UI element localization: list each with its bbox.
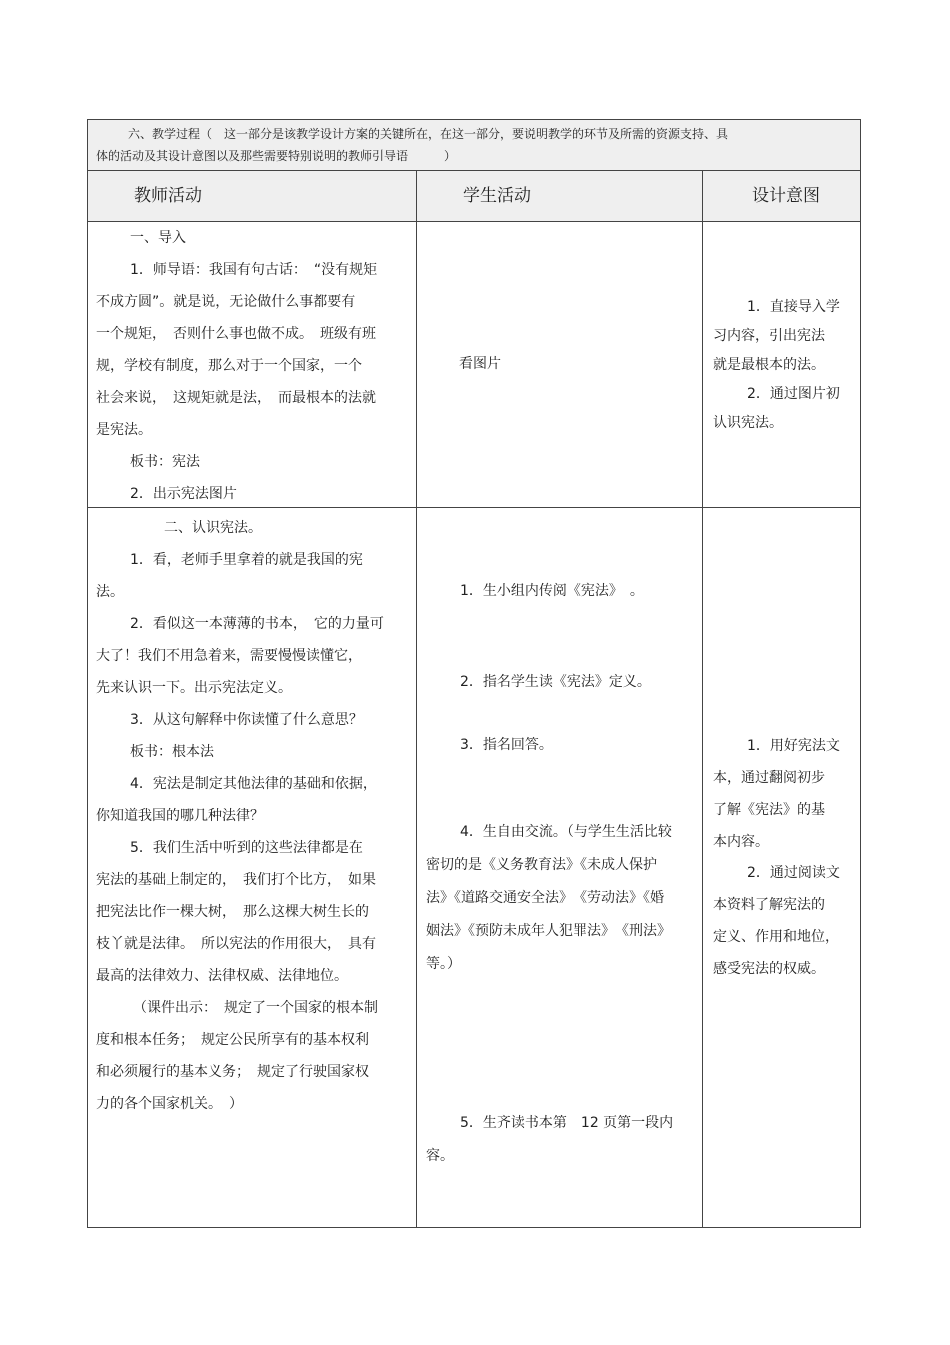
text-line: 1．直接导入学	[747, 299, 840, 315]
text-line: 力的各个国家机关。 ）	[96, 1096, 243, 1112]
text-line: （课件出示： 规定了一个国家的根本制	[126, 1000, 378, 1016]
text-line: 2．出示宪法图片	[116, 486, 237, 502]
text-line: 法。	[96, 584, 124, 600]
text-line: 一、导入	[116, 230, 186, 246]
text-line: 本资料了解宪法的	[713, 897, 825, 913]
text-line: 1．师导语：我国有句古话： “没有规矩	[116, 262, 378, 278]
text-line: 宪法的基础上制定的， 我们打个比方， 如果	[96, 872, 376, 888]
text-line: 1．用好宪法文	[747, 738, 840, 754]
text-line: 3．从这句解释中你读懂了什么意思？	[116, 712, 363, 728]
text-line: 4．宪法是制定其他法律的基础和依据，	[116, 776, 377, 792]
text-line: 姻法》《预防未成年人犯罪法》 《刑法》	[426, 923, 671, 939]
text-line: 枝丫就是法律。 所以宪法的作用很大， 具有	[96, 936, 376, 952]
text-line: 认识宪法。	[713, 415, 783, 431]
text-line: 板书：根本法	[116, 744, 214, 760]
text-line: 把宪法比作一棵大树， 那么这棵大树生长的	[96, 904, 369, 920]
text-line: 法》《道路交通安全法》 《劳动法》《婚	[426, 890, 664, 906]
text-line: 不成方圆”。就是说，无论做什么事都要有	[96, 294, 356, 310]
text-line: 看图片	[459, 356, 501, 372]
text-line: 度和根本任务； 规定公民所享有的基本权利	[96, 1032, 369, 1048]
text-line: 先来认识一下。出示宪法定义。	[96, 680, 292, 696]
header-design-intent: 设计意图	[752, 186, 820, 206]
column-divider	[702, 171, 703, 1227]
text-line: 你知道我国的哪几种法律？	[96, 808, 264, 824]
text-line: 感受宪法的权威。	[713, 961, 825, 977]
text-line: 2．指名学生读《宪法》定义。	[460, 674, 651, 690]
header-teacher-activity: 教师活动	[134, 186, 202, 206]
text-line: 4．生自由交流。（与学生生活比较	[460, 824, 672, 840]
text-line: 本，通过翻阅初步	[713, 770, 825, 786]
text-line: 就是最根本的法。	[713, 357, 825, 373]
text-line: 5．我们生活中听到的这些法律都是在	[116, 840, 363, 856]
text-line: 习内容，引出宪法	[713, 328, 825, 344]
lesson-table	[87, 119, 861, 1228]
text-line: 了解《宪法》的基	[713, 802, 825, 818]
text-line: 二、认识宪法。	[136, 520, 262, 536]
text-line: 2．通过图片初	[747, 386, 840, 402]
text-line: 2．通过阅读文	[747, 865, 840, 881]
text-line: 2．看似这一本薄薄的书本， 它的力量可	[116, 616, 384, 632]
text-line: 本内容。	[713, 834, 769, 850]
text-line: 板书：宪法	[116, 454, 200, 470]
text-line: 密切的是《义务教育法》《未成人保护	[426, 857, 657, 873]
text-line: 3．指名回答。	[460, 737, 553, 753]
divider	[88, 170, 860, 171]
section-heading-line-1: 六、教学过程（ 这一部分是该教学设计方案的关键所在，在这一部分，要说明教学的环节及所需的资源支持、具	[128, 127, 729, 141]
divider	[88, 221, 860, 222]
text-line: 社会来说， 这规矩就是法， 而最根本的法就	[96, 390, 376, 406]
section-heading-line-2: 体的活动及其设计意图以及那些需要特别说明的教师引导语 ）	[96, 149, 457, 163]
text-line: 等。）	[426, 956, 461, 972]
text-line: 5．生齐读书本第 12 页第一段内	[460, 1115, 674, 1131]
text-line: 大了！我们不用急着来，需要慢慢读懂它，	[96, 648, 362, 664]
text-line: 定义、作用和地位，	[713, 929, 839, 945]
column-divider	[416, 171, 417, 1227]
text-line: 1．生小组内传阅《宪法》 。	[460, 583, 644, 599]
header-student-activity: 学生活动	[463, 186, 531, 206]
text-line: 一个规矩， 否则什么事也做不成。 班级有班	[96, 326, 376, 342]
text-line: 和必须履行的基本义务； 规定了行驶国家权	[96, 1064, 369, 1080]
text-line: 规，学校有制度，那么对于一个国家，一个	[96, 358, 362, 374]
text-line: 是宪法。	[96, 422, 152, 438]
section-heading	[88, 120, 860, 170]
text-line: 1．看，老师手里拿着的就是我国的宪	[116, 552, 363, 568]
text-line: 容。	[426, 1148, 454, 1164]
text-line: 最高的法律效力、法律权威、法律地位。	[96, 968, 348, 984]
